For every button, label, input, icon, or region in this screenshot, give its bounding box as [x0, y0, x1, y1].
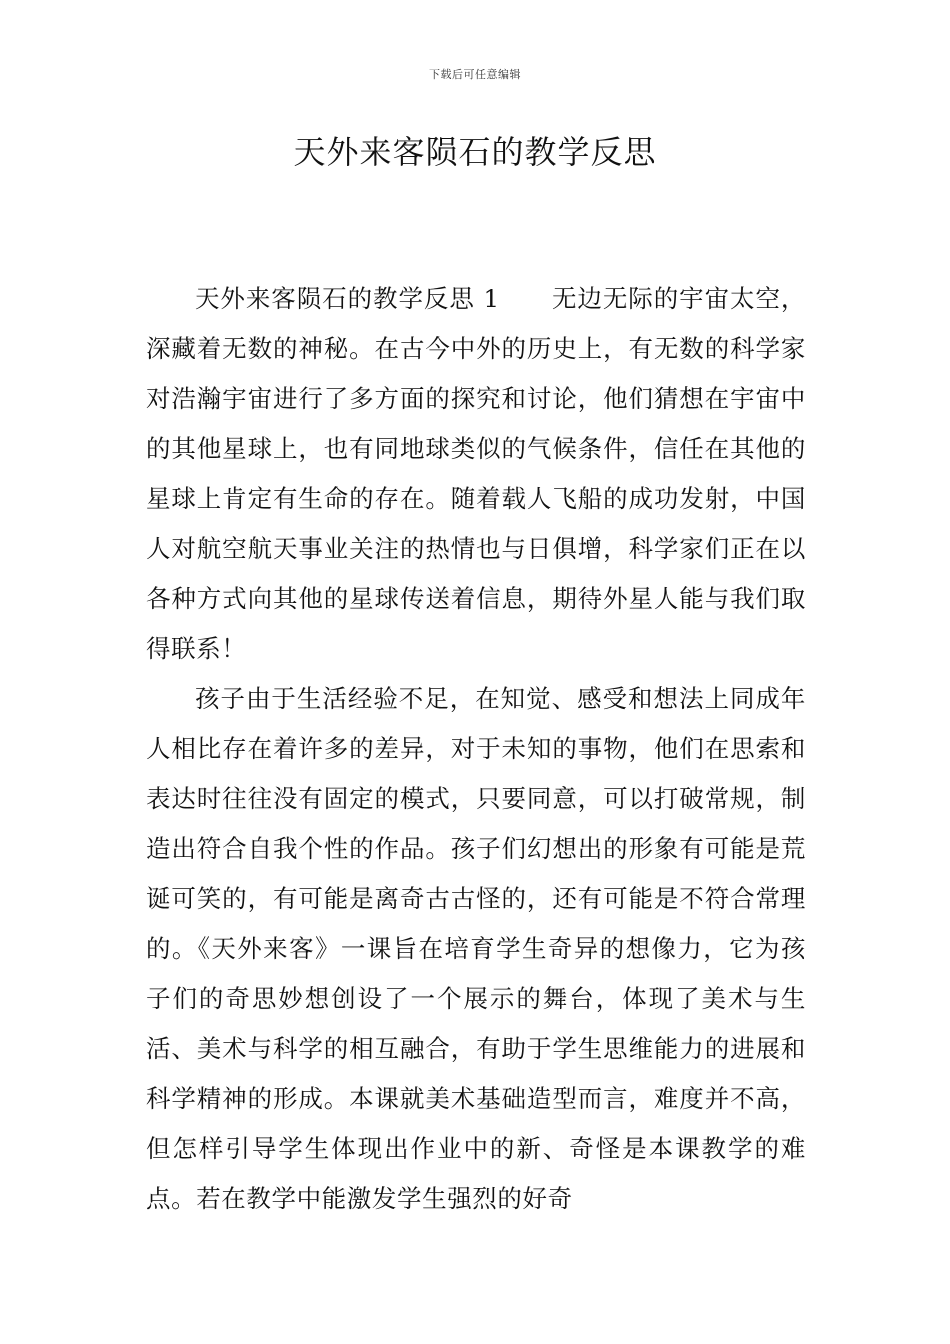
paragraph-1	[146, 274, 806, 674]
document-title: 天外来客陨石的教学反思	[293, 133, 657, 171]
header-note: 下载后可任意编辑	[429, 68, 521, 81]
paragraph-1-text: 无边无际的宇宙太空，深藏着无数的神秘。在古今中外的历史上，有无数的科学家对浩瀚宇宙进行了多方面的探究和讨论，他们猜想在宇宙中的其他星球上，也有同地球类似的气候条件，信任在其他的星球上肯定有生命的存在。随着载人飞船的成功发射，中国人对航空航天事业关注的热情也与日俱增，科学家们正在以各种方式向其他的星球传送着信息，期待外星人能与我们取得联系！	[146, 284, 806, 663]
paragraph-2: 孩子由于生活经验不足，在知觉、感受和想法上同成年人相比存在着许多的差异，对于未知的事物，他们在思索和表达时往往没有固定的模式，只要同意，可以打破常规，制造出符合自我个性的作品。孩子们幻想出的形象有可能是荒诞可笑的，有可能是离奇古古怪的，还有可能是不符合常理的。《天外来客》一课旨在培育学生奇异的想像力，它为孩子们的奇思妙想创设了一个展示的舞台，体现了美术与生活、美术与科学的相互融合，有助于学生思维能力的进展和科学精神的形成。本课就美术基础造型而言，难度并不高，但怎样引导学生体现出作业中的新、奇怪是本课教学的难点。若在教学中能激发学生强烈的好奇	[146, 684, 806, 1213]
paragraph-1-lead: 天外来客陨石的教学反思 1	[195, 284, 500, 313]
document-body	[146, 274, 806, 1224]
